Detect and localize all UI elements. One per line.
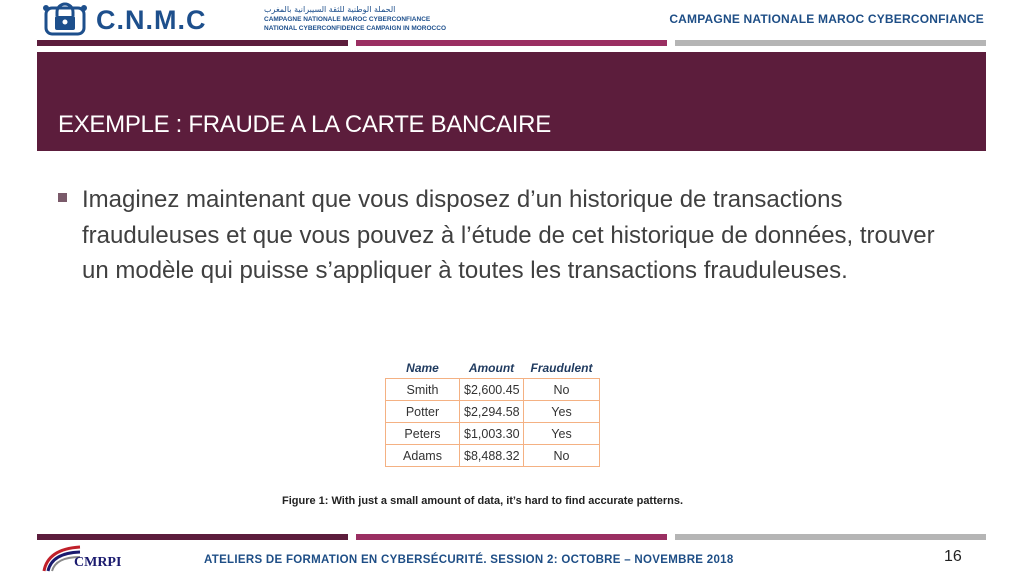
top-bar-magenta (356, 40, 667, 46)
cell-name: Adams (386, 445, 460, 467)
logo-arabic-text: الحملة الوطنية للثقة السيبرانية بالمغرب (264, 5, 396, 14)
cell-name: Peters (386, 423, 460, 445)
cell-name: Smith (386, 379, 460, 401)
table-row (386, 379, 600, 401)
bullet-square-icon (58, 193, 67, 202)
cell-amount: $2,600.45 (460, 379, 524, 401)
table-row (386, 401, 600, 423)
cmrpi-wordmark: CMRPI (74, 555, 122, 570)
header-name: Name (406, 361, 439, 375)
cell-fraudulent: No (524, 445, 600, 467)
cnmc-logo (42, 2, 452, 36)
slide-title: EXEMPLE : FRAUDE A LA CARTE BANCAIRE (58, 111, 551, 138)
cell-fraudulent: No (524, 379, 600, 401)
header-amount: Amount (468, 361, 515, 375)
bottom-bar-grey (675, 534, 986, 540)
logo-subtitle-fr: CAMPAGNE NATIONALE MAROC CYBERCONFIANCE (264, 16, 431, 23)
top-bar-purple (37, 40, 348, 46)
table-row (386, 445, 600, 467)
campaign-heading: CAMPAGNE NATIONALE MAROC CYBERCONFIANCE (669, 12, 984, 26)
footer-text: ATELIERS DE FORMATION EN CYBERSÉCURITÉ. SESSION 2: OCTOBRE – NOVEMBRE 2018 (204, 554, 734, 566)
figure-caption: Figure 1: With just a small amount of data, it’s hard to find accurate patterns. (282, 495, 684, 507)
cell-fraudulent: Yes (524, 401, 600, 423)
page-number: 16 (944, 548, 962, 565)
cell-amount: $8,488.32 (460, 445, 524, 467)
table-row (386, 423, 600, 445)
transactions-table (385, 358, 600, 467)
bullet-text: Imaginez maintenant que vous disposez d’un historique de transactions frauduleuses et que vous pouvez à l’étude de cet historique de données, trouver un modèle qui puisse s’appliquer à toutes les transactions frauduleuses. (82, 186, 935, 284)
bottom-bar-purple (37, 534, 348, 540)
cell-amount: $2,294.58 (460, 401, 524, 423)
header-fraudulent: Fraudulent (530, 361, 593, 375)
logo-subtitle-en: NATIONAL CYBERCONFIDENCE CAMPAIGN IN MOROCCO (264, 25, 446, 32)
lock-shield-icon (42, 2, 88, 36)
bottom-bar-magenta (356, 534, 667, 540)
table-header-row (386, 358, 600, 379)
cell-amount: $1,003.30 (460, 423, 524, 445)
logo-wordmark: C.N.M.C (96, 5, 207, 35)
cmrpi-logo (40, 543, 144, 575)
cell-name: Potter (386, 401, 460, 423)
cell-fraudulent: Yes (524, 423, 600, 445)
top-bar-grey (675, 40, 986, 46)
